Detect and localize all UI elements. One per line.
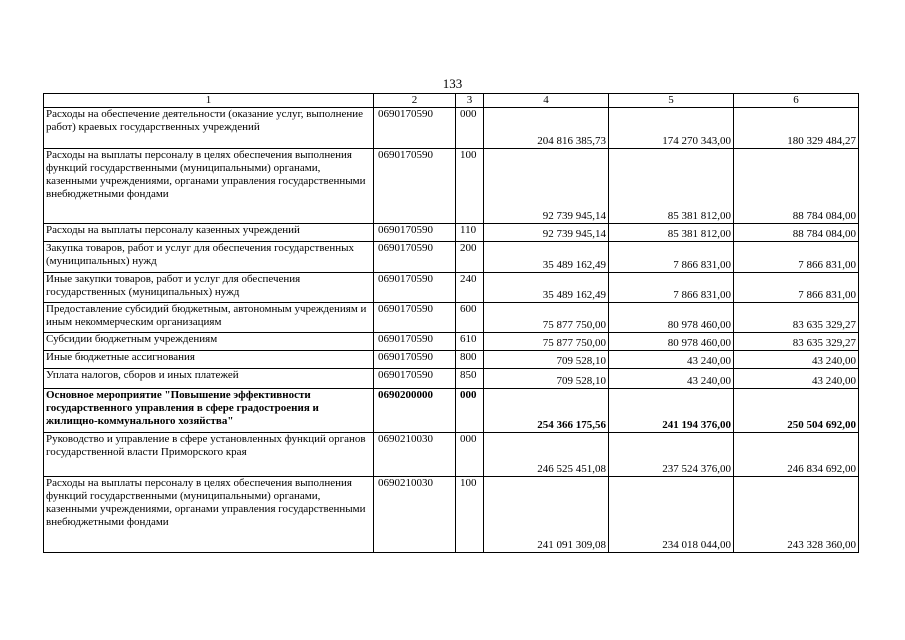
amount-col6-cell: 43 240,00 xyxy=(734,351,859,369)
amount-col4-cell: 709 528,10 xyxy=(484,351,609,369)
amount-col5-cell: 7 866 831,00 xyxy=(609,242,734,273)
expense-name-cell: Субсидии бюджетным учреждениям xyxy=(44,333,374,351)
expense-name-cell: Расходы на выплаты персоналу казенных учреждений xyxy=(44,224,374,242)
amount-col4-cell: 204 816 385,73 xyxy=(484,108,609,149)
target-code-cell: 0690170590 xyxy=(374,242,456,273)
amount-col6-cell: 83 635 329,27 xyxy=(734,303,859,333)
expense-type-cell: 110 xyxy=(456,224,484,242)
expense-type-cell: 850 xyxy=(456,369,484,389)
amount-col5-cell: 43 240,00 xyxy=(609,369,734,389)
target-code-cell: 0690170590 xyxy=(374,273,456,303)
amount-col5-cell: 80 978 460,00 xyxy=(609,303,734,333)
expense-type-cell: 000 xyxy=(456,433,484,477)
expense-type-cell: 800 xyxy=(456,351,484,369)
table-row xyxy=(44,224,859,242)
header-cell: 2 xyxy=(374,94,456,108)
amount-col4-cell: 92 739 945,14 xyxy=(484,149,609,224)
header-cell: 3 xyxy=(456,94,484,108)
amount-col6-cell: 250 504 692,00 xyxy=(734,389,859,433)
target-code-cell: 0690210030 xyxy=(374,477,456,553)
header-cell: 1 xyxy=(44,94,374,108)
table-row xyxy=(44,242,859,273)
expense-type-cell: 000 xyxy=(456,108,484,149)
amount-col4-cell: 254 366 175,56 xyxy=(484,389,609,433)
amount-col6-cell: 83 635 329,27 xyxy=(734,333,859,351)
expense-type-cell: 600 xyxy=(456,303,484,333)
amount-col6-cell: 88 784 084,00 xyxy=(734,149,859,224)
expense-name-cell: Руководство и управление в сфере установленных функций органов государственной власти Приморского края xyxy=(44,433,374,477)
target-code-cell: 0690170590 xyxy=(374,333,456,351)
amount-col4-cell: 709 528,10 xyxy=(484,369,609,389)
table-row xyxy=(44,333,859,351)
table-row xyxy=(44,369,859,389)
expense-name-cell: Закупка товаров, работ и услуг для обеспечения государственных (муниципальных) нужд xyxy=(44,242,374,273)
header-cell: 6 xyxy=(734,94,859,108)
amount-col4-cell: 75 877 750,00 xyxy=(484,333,609,351)
expense-name-cell: Предоставление субсидий бюджетным, автономным учреждениям и иным некоммерческим организациям xyxy=(44,303,374,333)
table-row-main-event xyxy=(44,389,859,433)
target-code-cell: 0690170590 xyxy=(374,303,456,333)
amount-col6-cell: 243 328 360,00 xyxy=(734,477,859,553)
amount-col4-cell: 35 489 162,49 xyxy=(484,273,609,303)
table-row xyxy=(44,477,859,553)
amount-col4-cell: 246 525 451,08 xyxy=(484,433,609,477)
target-code-cell: 0690170590 xyxy=(374,369,456,389)
table-row xyxy=(44,303,859,333)
expense-name-cell: Расходы на выплаты персоналу в целях обеспечения выполнения функций государственными (муниципальными) органами, казенными учреждениями, органами управления государственными внебюджетными фондами xyxy=(44,149,374,224)
header-row xyxy=(44,94,859,108)
expense-name-cell: Основное мероприятие "Повышение эффективности государственного управления в сфере градостроения и жилищно-коммунального хозяйства" xyxy=(44,389,374,433)
table-row xyxy=(44,273,859,303)
expense-name-cell: Уплата налогов, сборов и иных платежей xyxy=(44,369,374,389)
header-cell: 4 xyxy=(484,94,609,108)
expense-name-cell: Иные закупки товаров, работ и услуг для обеспечения государственных (муниципальных) нужд xyxy=(44,273,374,303)
amount-col5-cell: 237 524 376,00 xyxy=(609,433,734,477)
expense-type-cell: 100 xyxy=(456,149,484,224)
target-code-cell: 0690200000 xyxy=(374,389,456,433)
expense-type-cell: 100 xyxy=(456,477,484,553)
table-row xyxy=(44,433,859,477)
amount-col5-cell: 174 270 343,00 xyxy=(609,108,734,149)
amount-col6-cell: 43 240,00 xyxy=(734,369,859,389)
expense-name-cell: Иные бюджетные ассигнования xyxy=(44,351,374,369)
amount-col5-cell: 85 381 812,00 xyxy=(609,149,734,224)
amount-col4-cell: 241 091 309,08 xyxy=(484,477,609,553)
expense-name-cell: Расходы на обеспечение деятельности (оказание услуг, выполнение работ) краевых государственных учреждений xyxy=(44,108,374,149)
amount-col6-cell: 7 866 831,00 xyxy=(734,242,859,273)
table-row xyxy=(44,351,859,369)
amount-col5-cell: 241 194 376,00 xyxy=(609,389,734,433)
amount-col5-cell: 43 240,00 xyxy=(609,351,734,369)
amount-col4-cell: 92 739 945,14 xyxy=(484,224,609,242)
amount-col4-cell: 35 489 162,49 xyxy=(484,242,609,273)
expense-type-cell: 000 xyxy=(456,389,484,433)
budget-table xyxy=(43,93,859,553)
page-number: 133 xyxy=(442,76,463,91)
amount-col5-cell: 7 866 831,00 xyxy=(609,273,734,303)
target-code-cell: 0690170590 xyxy=(374,224,456,242)
amount-col6-cell: 7 866 831,00 xyxy=(734,273,859,303)
header-cell: 5 xyxy=(609,94,734,108)
amount-col5-cell: 234 018 044,00 xyxy=(609,477,734,553)
amount-col5-cell: 85 381 812,00 xyxy=(609,224,734,242)
expense-type-cell: 610 xyxy=(456,333,484,351)
target-code-cell: 0690170590 xyxy=(374,351,456,369)
target-code-cell: 0690170590 xyxy=(374,108,456,149)
expense-type-cell: 200 xyxy=(456,242,484,273)
table-row xyxy=(44,108,859,149)
amount-col5-cell: 80 978 460,00 xyxy=(609,333,734,351)
amount-col6-cell: 88 784 084,00 xyxy=(734,224,859,242)
expense-name-cell: Расходы на выплаты персоналу в целях обеспечения выполнения функций государственными (муниципальными) органами, казенными учреждениями, органами управления государственными внебюджетными фондами xyxy=(44,477,374,553)
expense-type-cell: 240 xyxy=(456,273,484,303)
target-code-cell: 0690170590 xyxy=(374,149,456,224)
amount-col4-cell: 75 877 750,00 xyxy=(484,303,609,333)
amount-col6-cell: 180 329 484,27 xyxy=(734,108,859,149)
table-row xyxy=(44,149,859,224)
target-code-cell: 0690210030 xyxy=(374,433,456,477)
amount-col6-cell: 246 834 692,00 xyxy=(734,433,859,477)
